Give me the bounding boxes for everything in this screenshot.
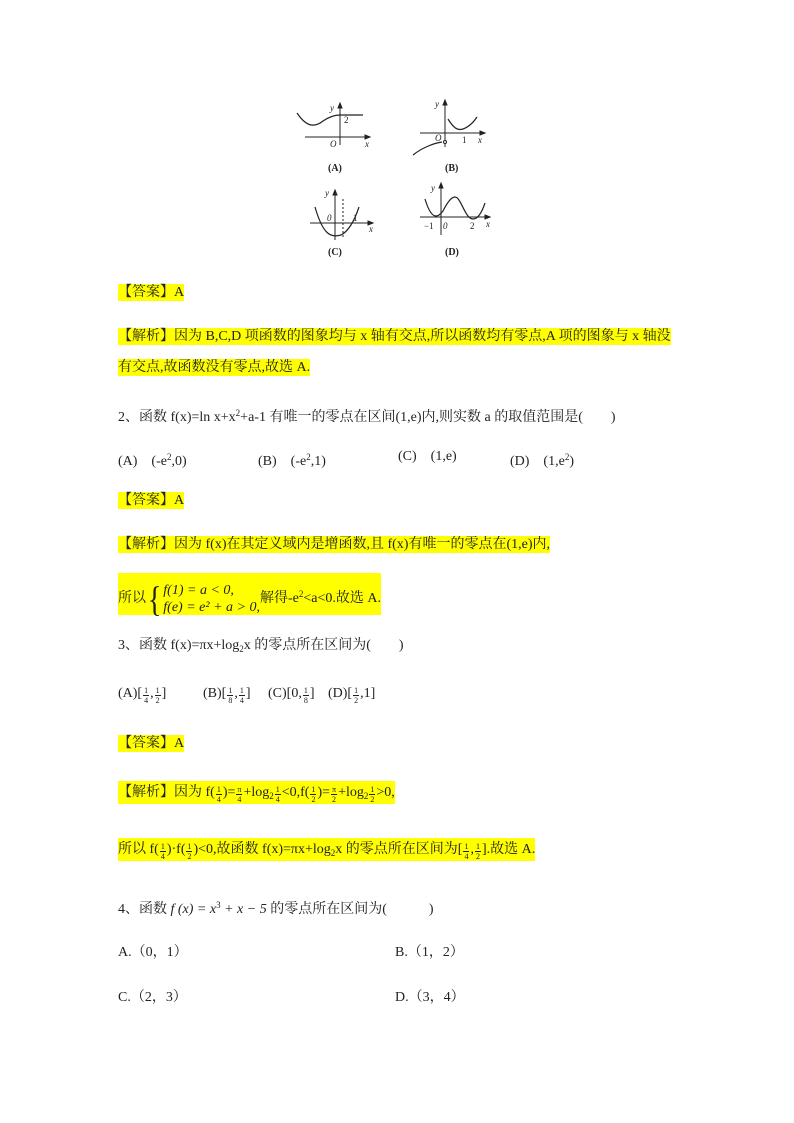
q3-option-b: (B)[ $\frac{1}{8}$ , $\frac{1}{4}$ ] [203,686,251,705]
q3-option-c: (C)[0, $\frac{1}{8}$ ] [268,686,315,705]
svg-text:y: y [435,99,439,109]
svg-text:−1: −1 [424,221,434,231]
q2-option-b: (B) $(-e^2,1)$ [258,452,326,469]
svg-text:2: 2 [470,221,475,231]
q3-stem: 3、函数 $f(x)=\pi x+\log_2x$ 的零点所在区间为( ) [118,638,404,654]
svg-text:0: 0 [443,221,448,231]
svg-text:x: x [478,135,482,145]
q3-option-d: (D)[ $\frac{1}{2}$ ,1] [328,686,376,705]
svg-text:x: x [365,139,369,149]
svg-text:2: 2 [344,115,349,125]
q3-answer: 【答案】A [118,736,185,751]
graph-a [297,103,370,174]
graph-b-label: (B) [445,163,459,174]
svg-text:y: y [325,188,329,198]
q2-solution: 所以{ f(1) = a < 0, f(e) = e² + a > 0, 解得$-e^2<a<0$.故选 A. [118,573,381,619]
svg-text:O: O [330,139,337,149]
q3-analysis: 【解析】因为 f( $\frac{1}{4}$ )= $\frac{\pi}{4}$ $+\log_2$ $\frac{1}{4}$ <0,f( $\frac{1}{2}$ )= $\frac{\pi}{2}$ $+\log_2$ $\frac{1}{2}$ >0, [118,783,395,806]
svg-text:x: x [486,219,490,229]
q2-option-d: (D) $(1,e^2)$ [510,452,574,469]
svg-text:1: 1 [462,135,467,145]
q2-answer: 【答案】A [118,493,185,508]
q4-stem: 4、函数 f $(x) = x^3 + x - 5$ 的零点所在区间为( ) [118,900,434,917]
graph-d [420,183,490,258]
svg-text:y: y [330,103,334,113]
q2-inequality-system: f(1) = a < 0, f(e) = e² + a > 0, [163,582,260,615]
svg-text:0: 0 [327,213,332,223]
function-graphs-figure [285,95,525,265]
q1-analysis-line1: 【解析】因为 B,C,D 项函数的图象均与 x 轴有交点,所以函数均有零点,A 项的图象与 x 轴没 [118,329,671,344]
q4-option-d: D.（3，4） [395,990,465,1005]
svg-text:x: x [369,224,373,234]
q3-solution: 所以 f( $\frac{1}{4}$ )·f( $\frac{1}{2}$ )<0,故函数 $f(x)=\pi x+\log_2x$ 的零点所在区间为[ $\frac{1}{4}$ , $\frac{1}{2}$ ].故选 A. [118,840,535,863]
svg-text:1: 1 [353,213,358,223]
svg-text:O: O [435,133,442,143]
q2-stem: 2、函数 f(x)=ln $x+x^2+a-1$ 有唯一的零点在区间(1,e)内,则实数 a 的取值范围是( ) [118,408,616,425]
q4-option-c: C.（2，3） [118,990,187,1005]
q2-option-c: (C) (1,e) [398,449,457,464]
graph-b [413,99,485,174]
q1-analysis-line2: 有交点,故函数没有零点,故选 A. [118,360,311,375]
graph-d-label: (D) [445,247,459,258]
q4-option-a: A.（0，1） [118,945,188,960]
q2-analysis: 【解析】因为 f(x)在其定义域内是增函数,且 f(x)有唯一的零点在(1,e)内, [118,537,551,552]
svg-text:y: y [431,183,435,193]
q4-option-b: B.（1，2） [395,945,464,960]
q1-answer: 【答案】A [118,285,185,300]
q3-option-a: (A)[ $\frac{1}{4}$ , $\frac{1}{2}$ ] [118,686,167,705]
graph-c [310,188,373,258]
graph-c-label: (C) [328,247,342,258]
graph-a-label: (A) [328,163,342,174]
q2-option-a: (A) $(-e^2,0)$ [118,452,187,469]
